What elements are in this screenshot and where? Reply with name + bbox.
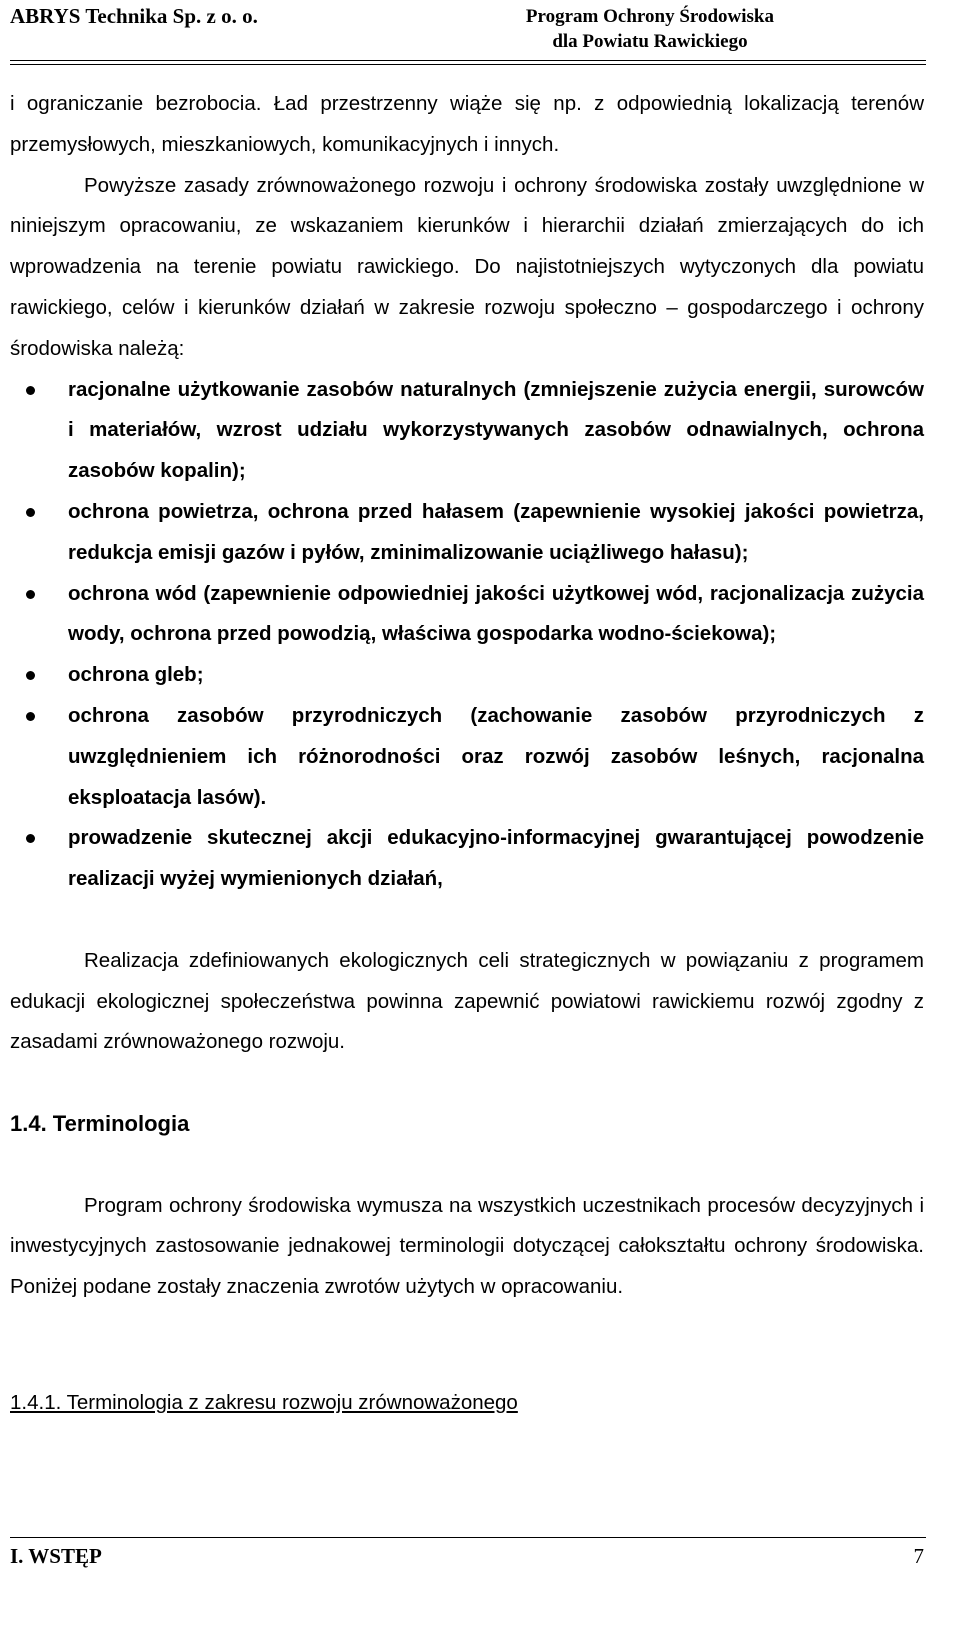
footer-chapter: I. WSTĘP: [10, 1544, 102, 1568]
header-program-line2: dla Powiatu Rawickiego: [552, 31, 748, 52]
section-heading: 1.4. Terminologia: [10, 1110, 190, 1136]
header-program-line1: Program Ochrony Środowiska: [525, 6, 774, 27]
paragraph-realization: Realizacja zdefiniowanych ekologicznych celi strategicznych w powiązaniu z programem edukacji ekologicznej społeczeństwa powinna zapewnić powiatowi rawickiemu rozwój zgodny z zasadami zrównoważonego rozwoju.: [10, 948, 924, 1054]
header-rule-top: [10, 60, 926, 61]
spacer: [10, 1308, 924, 1383]
page-number: 7: [913, 1544, 924, 1568]
bullet-icon: [26, 712, 35, 721]
paragraph-principles: Powyższe zasady zrównoważonego rozwoju i ochrony środowiska zostały uwzględnione w niniejszym opracowaniu, ze wskazaniem kierunków i hierarchii działań zmierzających do ich wprowadzenia na terenie powiatu rawickiego. Do najistotniejszych wytyczonych dla powiatu rawickiego, celów i kierunków działań w zakresie rozwoju społeczno – gospodarczego i ochrony środowiska należą:: [10, 173, 924, 360]
list-item: [10, 492, 924, 574]
spacer: [10, 1063, 924, 1104]
list-item: [10, 655, 924, 696]
header-rule-bottom: [10, 64, 926, 65]
list-item-text: ochrona powietrza, ochrona przed hałasem (zapewnienie wysokiej jakości powietrza, redukcja emisji gazów i pyłów, zminimalizowanie uciążliwego hałasu);: [68, 499, 924, 564]
footer-rule: [10, 1537, 926, 1538]
header-program-title: [526, 4, 774, 54]
list-item: [10, 696, 924, 818]
list-item: [10, 574, 924, 656]
bullet-icon: [26, 386, 35, 395]
list-item-text: ochrona gleb;: [68, 663, 204, 687]
list-item: [10, 370, 924, 492]
spacer: [10, 1145, 924, 1186]
list-item-text: ochrona zasobów przyrodniczych (zachowanie zasobów przyrodniczych z uwzględnieniem ich różnorodności oraz rozwój zasobów leśnych, racjonalna eksploatacja lasów).: [68, 703, 924, 809]
subsection-heading: 1.4.1. Terminologia z zakresu rozwoju zrównoważonego: [10, 1390, 518, 1414]
paragraph-terminology: Program ochrony środowiska wymusza na wszystkich uczestnikach procesów decyzyjnych i inwestycyjnych zastosowanie jednakowej terminologii dotyczącej całokształtu ochrony środowiska. Poniżej podane zostały znaczenia zwrotów użytych w opracowaniu.: [10, 1193, 924, 1299]
list-item: [10, 818, 924, 900]
bullet-icon: [26, 671, 35, 680]
goals-list: [10, 370, 924, 900]
header-company: ABRYS Technika Sp. z o. o.: [10, 4, 258, 28]
bullet-icon: [26, 834, 35, 843]
paragraph-continuation: i ograniczanie bezrobocia. Ład przestrzenny wiąże się np. z odpowiednią lokalizacją terenów przemysłowych, mieszkaniowych, komunikacyjnych i innych.: [10, 92, 924, 156]
page-body: [10, 84, 924, 1424]
list-item-text: prowadzenie skutecznej akcji edukacyjno-informacyjnej gwarantującej powodzenie realizacji wyżej wymienionych działań,: [68, 826, 924, 891]
spacer: [10, 900, 924, 941]
bullet-icon: [26, 590, 35, 599]
list-item-text: ochrona wód (zapewnienie odpowiedniej jakości użytkowej wód, racjonalizacja zużycia wody, ochrona przed powodzią, właściwa gospodarka wodno-ściekowa);: [68, 581, 924, 646]
list-item-text: racjonalne użytkowanie zasobów naturalnych (zmniejszenie zużycia energii, surowców i materiałów, wzrost udziału wykorzystywanych zasobów odnawialnych, ochrona zasobów kopalin);: [68, 377, 924, 483]
bullet-icon: [26, 508, 35, 517]
